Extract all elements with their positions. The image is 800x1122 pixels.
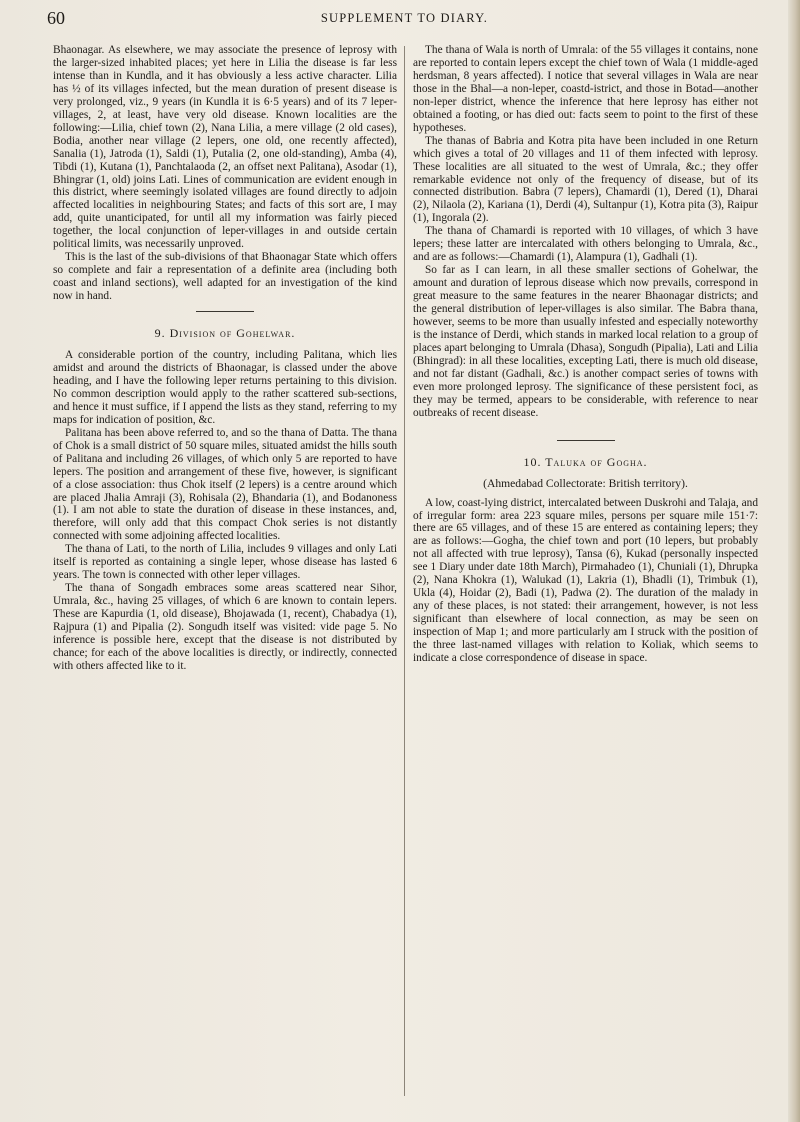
right-column	[413, 44, 758, 665]
paragraph-songadh: The thana of Songadh embraces some areas scattered near Sihor, Umrala, &c., having 25 villages, of which 6 are known to contain lepers. These are Kapurdia (1, old disease), Bhojawada (1, recent), Chabadya (1), Rajpura (1) and Pipalia (2). Songudh itself was visited: vide page 5. No inference is possible here, except that the disease is not distributed by chance; for each of the above localities is directly, or indirectly, connected with others affected like to it.	[53, 582, 397, 672]
running-head	[47, 8, 762, 34]
paragraph-chamardi: The thana of Chamardi is reported with 10 villages, of which 3 have lepers; these latter are intercalated with others belonging to Umrala, &c., and are as follows:—Chamardi (1), Alampura (1), Gadhali (1).	[413, 225, 758, 264]
paragraph-palitana: Palitana has been above referred to, and so the thana of Datta. The thana of Chok is a small district of 50 square miles, situated amidst the hills south of Palitana and including 26 villages, of which only 5 are reported to have lepers. The position and arrangement of these five, however, is significant of a close association: thus Chok itself (2 lepers) is a centre around which are placed Jhalia Amraji (3), Rohisala (2), Bhandaria (1), and Bodanoness (1). I am not able to state the duration of disease in these instances, and, therefore, will only add that this compact Chok series is not distantly connected with some adjoining affected localities.	[53, 426, 397, 543]
section-10-subheading: (Ahmedabad Collectorate: British territory).	[483, 476, 688, 490]
paragraph-lati: The thana of Lati, to the north of Lilia, includes 9 villages and only Lati itself is reported as containing a single leper, whose disease has lasted 6 years. The town is connected with other leper villages.	[53, 543, 397, 582]
paragraph-wala: The thana of Wala is north of Umrala: of the 55 villages it contains, none are reported to contain lepers except the chief town of Wala (1 middle-aged herdsman, 8 years affected). I notice that several villages in Wala are near those in the Bhal—a non-leper, coastd-istrict, and those in Botad—another non-leper district, whence the inference that here leprosy has either not obtained a footing, or has died out: facts seem to point to the first of these hypotheses.	[413, 44, 758, 134]
page-number: 60	[47, 8, 65, 28]
column-divider	[404, 46, 405, 1096]
paragraph-babria-kotra: The thanas of Babria and Kotra pita have been included in one Return which gives a total of 20 villages and 11 of them infected with leprosy. These localities are all situated to the west of Umrala, &c.; they offer remarkable evidence not only of the frequency of disease, but of its connected distribution. Babra (7 lepers), Chamardi (1), Dered (1), Dharai (2), Nilaola (2), Kariana (1), Derdi (4), Sultanpur (1), Kotra pita (3), Raipur (1), Ingorala (2).	[413, 134, 758, 225]
section-rule	[196, 311, 254, 312]
paragraph-gohelwar: A considerable portion of the country, including Palitana, which lies amidst and around the districts of Bhaonagar, is classed under the above heading, and I have the following leper returns pertaining to this division. No common description would apply to the rather scattered sub-sections, and hence it must suffice, if I append the lists as they stand, referring to my maps for indication of position, &c.	[53, 349, 397, 426]
paragraph-bhaonagar: Bhaonagar. As elsewhere, we may associate the presence of leprosy with the larger-sized inhabited places; yet here in Lilia the disease is far less intense than in Kundla, and it has obviously a less active character. Lilia has ½ of its villages infected, but the mean duration of present disease is very prolonged, viz., 9 years (in Kundla it is 6·5 years) and of its 7 leper-villages, 2, at least, have very old disease. Known localities are the following:—Lilia, chief town (2), Nana Lilia, a mere village (2 old cases), Bodia, another near village (2 lepers, one old, one recently affected), Sanalia (1), Jatroda (1), Saldi (1), Putalia (2, one old-standing), Amba (4), Tibdi (1), Kutana (1), Panchtalaoda (2, an offset next Palitana), Asodar (1), Bhingrar (1, old) joins Lati. Lines of communication are evident enough in this district, where seemingly isolated villages are found directly to adjoin affected localities in neighbouring States; and facts of this sort are, I may add, quite unanticipated, for until all my information was fairly pieced together, the local conjunction of leper-villages in and outside certain political limits, was necessarily unproved.	[53, 44, 397, 251]
page-edge	[788, 0, 800, 1122]
section-9-heading: 9. Division of Gohelwar.	[154, 326, 296, 341]
paragraph-so-far: So far as I can learn, in all these smaller sections of Gohelwar, the amount and duration of leprous disease which now prevails, correspond in great measure to the same features in the nearer Bhaonagar districts; and the general distribution of leper-villages is also similar. The Babra thana, however, seems to be more than usually infested and especially noteworthy is the instance of Derdi, which stands in marked local relation to a group of places apart belonging to Umrala (Dhasa), Songudh (Pipalia), Lati and Lilia (Bhingrad): in all these localities, excepting Lati, there is much old disease, and not far distant (Gadhali, &c.) is another compact series of towns with even more prolonged leprosy. The significance of these persistent foci, as they may be termed, appears to be considerable, with reference to near outbreaks of recent disease.	[413, 264, 758, 419]
section-rule	[557, 440, 615, 441]
paragraph-last-subdivision: This is the last of the sub-divisions of that Bhaonagar State which offers so complete and fair a representation of a definite area (including both coast and inland sections), well adapted for an investigation of the kind now in hand.	[53, 251, 397, 303]
section-10-heading: 10. Taluka of Gogha.	[523, 454, 648, 469]
spacer	[413, 420, 758, 432]
header-title: SUPPLEMENT TO DIARY.	[320, 11, 489, 25]
left-column	[53, 44, 397, 673]
paragraph-gogha: A low, coast-lying district, intercalated between Duskrohi and Talaja, and of irregular form: area 223 square miles, persons per square mile 151·7: there are 65 villages, and of these 15 are entered as containing lepers; they are as follows:—Gogha, the chief town and port (10 lepers, but probably not all affected with true leprosy), Tansa (6), Kukad (personally inspected see 1 Diary under date 18th March), Pirmahadeo (1), Chuniali (1), Dhrupka (2), Nana Khokra (1), Walukad (1), Lakria (1), Bhadli (1), Trimbuk (1), Ukla (4), Hoidar (2), Badi (1), Padwa (2). The duration of the malady in any of these places, is not stated: their arrangement, however, is not less significant than elsewhere of local connection, as may be seen on inspection of Map 1; and more particularly am I struck with the position of the three last-named villages with relation to Koliak, which seems to indicate a close correspondence of disease in space.	[413, 496, 758, 664]
